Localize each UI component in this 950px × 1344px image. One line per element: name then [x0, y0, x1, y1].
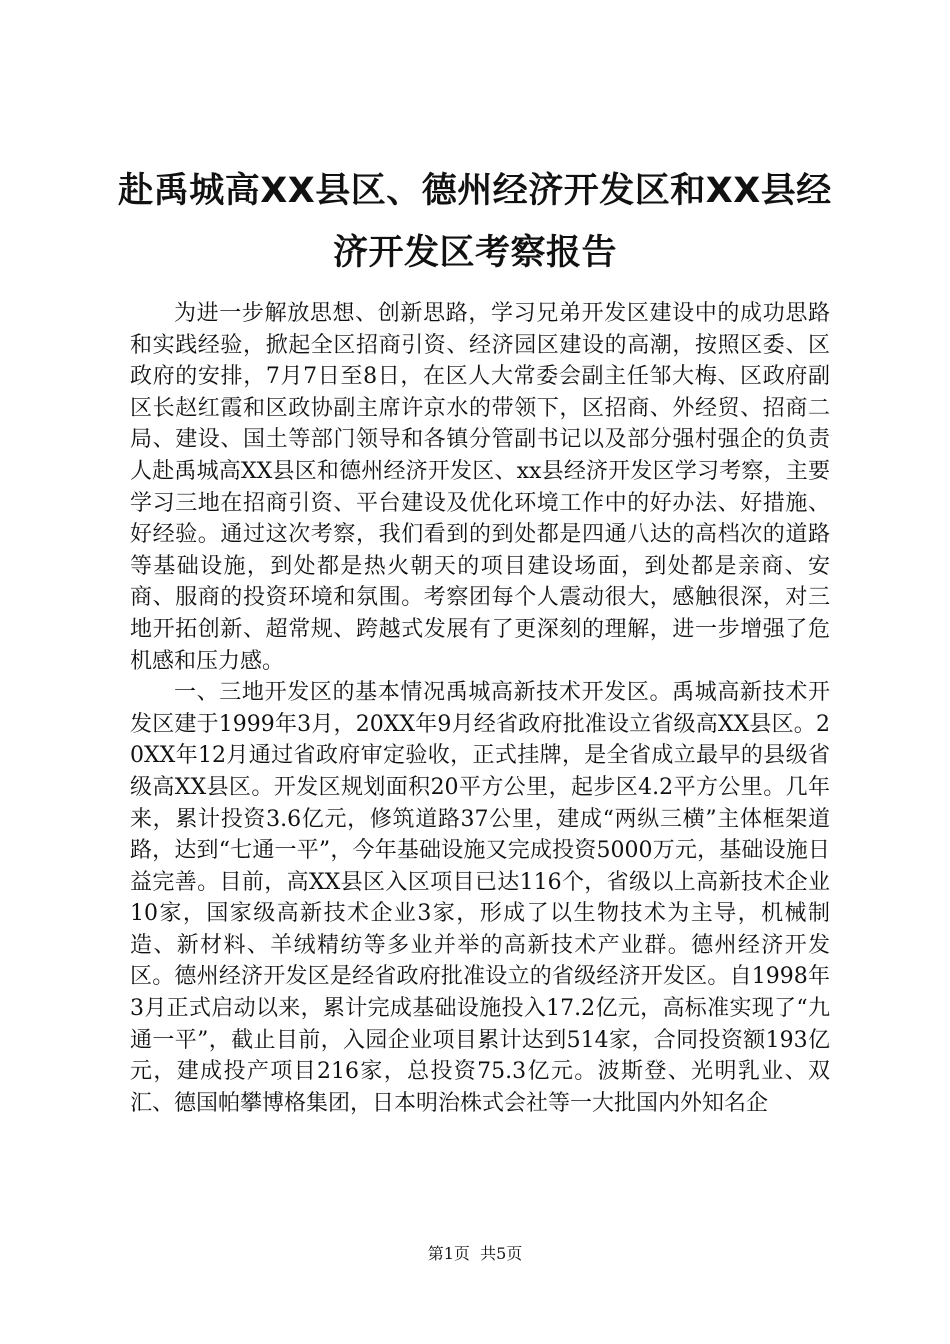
- document-title: [110, 160, 840, 284]
- title-line-2: 济开发区考察报告: [332, 233, 617, 273]
- paragraph-2: 一、三地开发区的基本情况禹城高新技术开发区。禹城高新技术开发区建于1999年3月，20XX年9月经省政府批准设立省级高XX县区。20XX年12月通过省政府审定验收，正式挂牌，是全省成立最早的县级省级高XX县区。开发区规划面积20平方公里，起步区4.2平方公里。几年来，累计投资3.6亿元，修筑道路37公里，建成“两纵三横”主体框架道路，达到“七通一平”，今年基础设施又完成投资5000万元，基础设施日益完善。目前，高XX县区入区项目已达116个，省级以上高新技术企业10家，国家级高新技术企业3家，形成了以生物技术为主导，机械制造、新材料、羊绒精纺等多业并举的高新技术产业群。德州经济开发区。德州经济开发区是经省政府批准设立的省级经济开发区。自1998年3月正式启动以来，累计完成基础设施投入17.2亿元，高标准实现了“九通一平”，截止目前，入园企业项目累计达到514家，合同投资额193亿元，建成投产项目216家，总投资75.3亿元。波斯登、光明乳业、双汇、德国帕攀博格集团，日本明治株式会社等一大批国内外知名企: [130, 680, 830, 1116]
- paragraph-1: 为进一步解放思想、创新思路，学习兄弟开发区建设中的成功思路和实践经验，掀起全区招商引资、经济园区建设的高潮，按照区委、区政府的安排，7月7日至8日，在区人大常委会副主任邹大梅、区政府副区长赵红霞和区政协副主席许京水的带领下，区招商、外经贸、招商二局、建设、国土等部门领导和各镇分管副书记以及部分强村强企的负责人赴禹城高XX县区和德州经济开发区、xx县经济开发区学习考察，主要学习三地在招商引资、平台建设及优化环境工作中的好办法、好措施、好经验。通过这次考察，我们看到的到处都是四通八达的高档次的道路等基础设施，到处都是热火朝天的项目建设场面，到处都是亲商、安商、服商的投资环境和氛围。考察团每个人震动很大，感触很深，对三地开拓创新、超常规、跨越式发展有了更深刻的理解，进一步增强了危机感和压力感。: [130, 301, 830, 674]
- document-body: [130, 298, 830, 1119]
- title-line-1: 赴禹城高XX县区、德州经济开发区和XX县经: [118, 171, 832, 211]
- page-footer: 第1页 共5页: [427, 1244, 523, 1263]
